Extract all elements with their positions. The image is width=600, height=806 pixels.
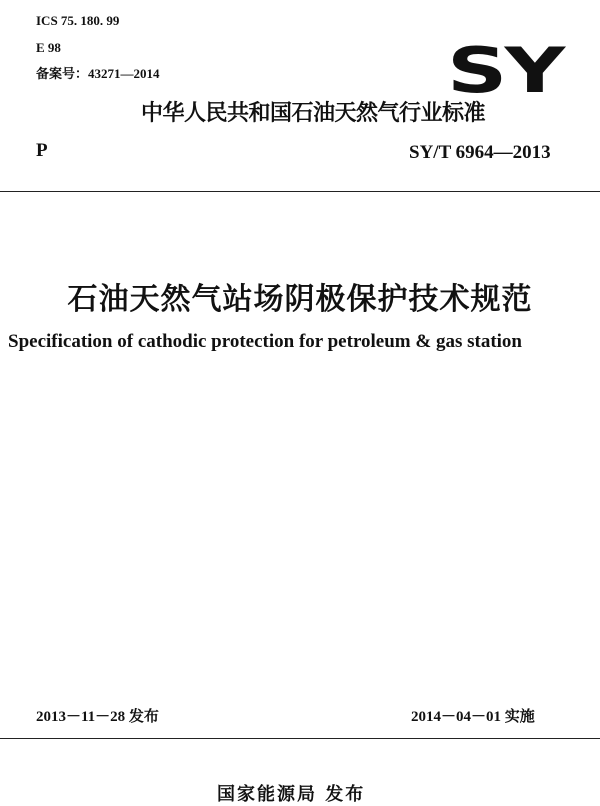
bottom-divider [0,738,600,739]
filing-number: 备案号：43271—2014 [36,66,160,81]
title-chinese: 石油天然气站场阴极保护技术规范 [67,282,533,317]
implementation-date: 2014－04－01 实施 [411,709,535,725]
ccs-code: E 98 [36,40,61,55]
title-english: Specification of cathodic protection for petroleum & gas station [8,331,523,352]
ics-code: ICS 75. 180. 99 [36,13,120,28]
standard-number: SY/T 6964—2013 [409,142,551,163]
publisher: 国家能源局 发布 [217,784,366,805]
classification-letter: P [36,140,48,161]
issue-date: 2013－11－28 发布 [36,709,159,725]
top-divider [0,191,600,192]
industry-standard-title: 中华人民共和国石油天然气行业标准 [141,101,486,126]
sy-logo: SY [447,34,563,107]
